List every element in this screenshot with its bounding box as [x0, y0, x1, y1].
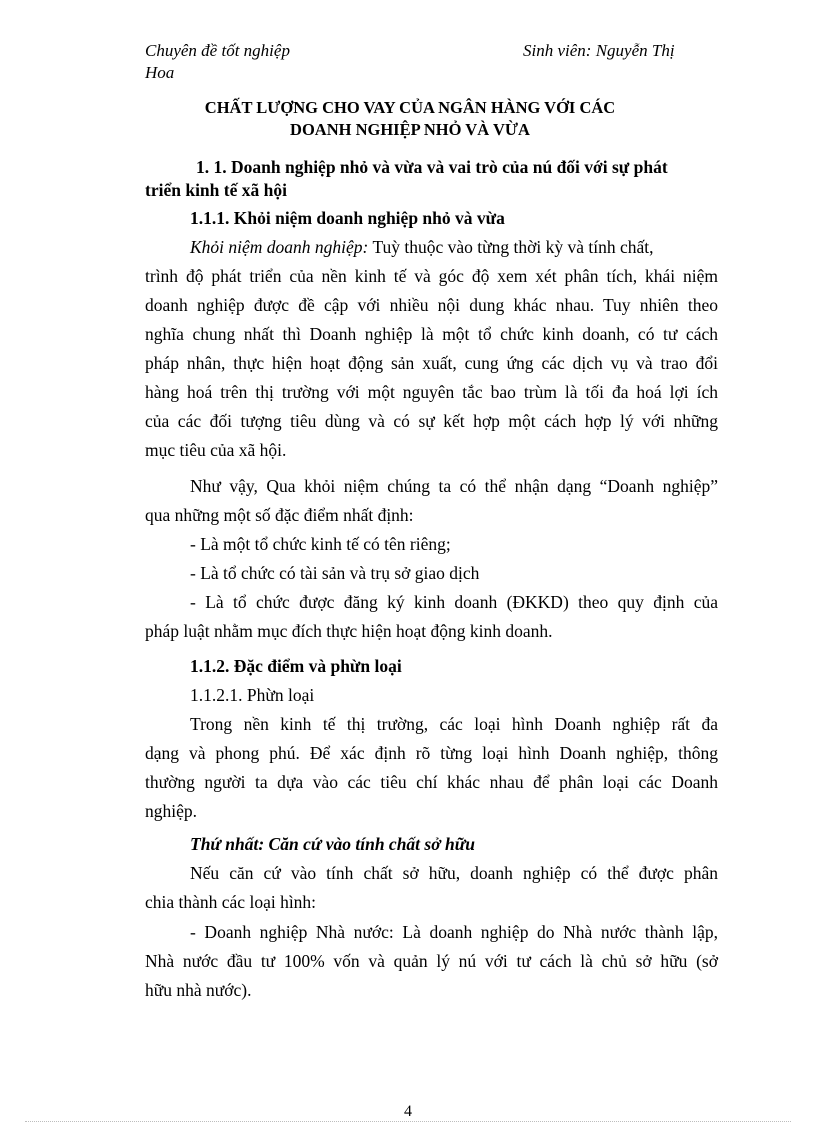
bullet-3-line1: - Là tổ chức được đăng ký kinh doanh (ĐKKD) theo quy định của [190, 592, 718, 612]
para1-line6: hàng hoá trên thị trường với một nguyên tắc bao trùm là tối đa hoá lợi ích [145, 382, 718, 402]
footer-divider [25, 1121, 791, 1122]
para4-line2: chia thành các loại hình: [145, 892, 317, 912]
para3-line2: dạng và phong phú. Để xác định rõ từng loại hình Doanh nghiệp, thông [145, 743, 718, 763]
document-title [150, 97, 670, 141]
header-left-line1: Chuyên đề tốt nghiệp [145, 41, 290, 60]
bullet-3-line2: pháp luật nhằm mục đích thực hiện hoạt động kinh doanh. [145, 621, 553, 641]
para2-line1: Như vậy, Qua khỏi niệm chúng ta có thể nhận dạng “Doanh nghiệp” [190, 476, 718, 496]
para1-line1 [190, 235, 718, 259]
title-line2: DOANH NGHIỆP NHỎ VÀ VỪA [290, 120, 530, 139]
para1-lead: Khỏi niệm doanh nghiệp: [190, 237, 369, 257]
header-right: Sinh viên: Nguyễn Thị [523, 41, 675, 60]
page-number: 4 [404, 1103, 412, 1120]
para1-line2: trình độ phát triển của nền kinh tế và góc độ xem xét phân tích, khái niệm [145, 266, 718, 286]
bullet-1: - Là một tổ chức kinh tế có tên riêng; [190, 534, 451, 554]
para1-line4: nghĩa chung nhất thì Doanh nghiệp là một tổ chức kinh doanh, có tư cách [145, 324, 718, 344]
section-1-line2: triển kinh tế xã hội [145, 180, 287, 200]
para5-line1: - Doanh nghiệp Nhà nước: Là doanh nghiệp do Nhà nước thành lập, [190, 922, 718, 942]
para1-line3: doanh nghiệp được đề cập với nhiều nội dung khác nhau. Tuy nhiên theo [145, 295, 718, 315]
section-1-1-2-heading: 1.1.2. Đặc điểm và phừn loại [190, 656, 402, 676]
section-1-1-2-1-heading: 1.1.2.1. Phừn loại [190, 685, 315, 705]
para1-line5: pháp nhân, thực hiện hoạt động sản xuất, cung ứng các dịch vụ và trao đổi [145, 353, 718, 373]
bullet-2: - Là tổ chức có tài sản và trụ sở giao dịch [190, 563, 480, 583]
para1-line8: mục tiêu của xã hội. [145, 440, 287, 460]
para1-line7: của các đối tượng tiêu dùng và có sự kết hợp một cách hợp lý với những [145, 411, 718, 431]
para4-line1: Nếu căn cứ vào tính chất sở hữu, doanh nghiệp có thể được phân [190, 863, 718, 883]
para5-line2: Nhà nước đầu tư 100% vốn và quản lý nú với tư cách là chủ sở hữu (sở [145, 951, 718, 971]
section-1-line1: 1. 1. Doanh nghiệp nhỏ và vừa và vai trò của nú đối với sự phát [196, 157, 668, 177]
subheading-thu-nhat: Thứ nhất: Căn cứ vào tính chất sở hữu [190, 834, 475, 854]
para1-l1: Tuỳ thuộc vào từng thời kỳ và tính chất, [368, 237, 654, 257]
para3-line4: nghiệp. [145, 801, 198, 821]
para5-line3: hữu nhà nước). [145, 980, 252, 1000]
header-left-line2: Hoa [145, 63, 175, 82]
section-1-1-1-heading: 1.1.1. Khỏi niệm doanh nghiệp nhỏ và vừa [190, 208, 505, 228]
para2-line2: qua những một số đặc điểm nhất định: [145, 505, 414, 525]
para3-line3: thường người ta dựa vào các tiêu chí khác nhau để phân loại các Doanh [145, 772, 718, 792]
para3-line1: Trong nền kinh tế thị trường, các loại hình Doanh nghiệp rất đa [190, 714, 718, 734]
title-line1: CHẤT LƯỢNG CHO VAY CỦA NGÂN HÀNG VỚI CÁC [204, 98, 616, 117]
header-left [145, 40, 345, 84]
